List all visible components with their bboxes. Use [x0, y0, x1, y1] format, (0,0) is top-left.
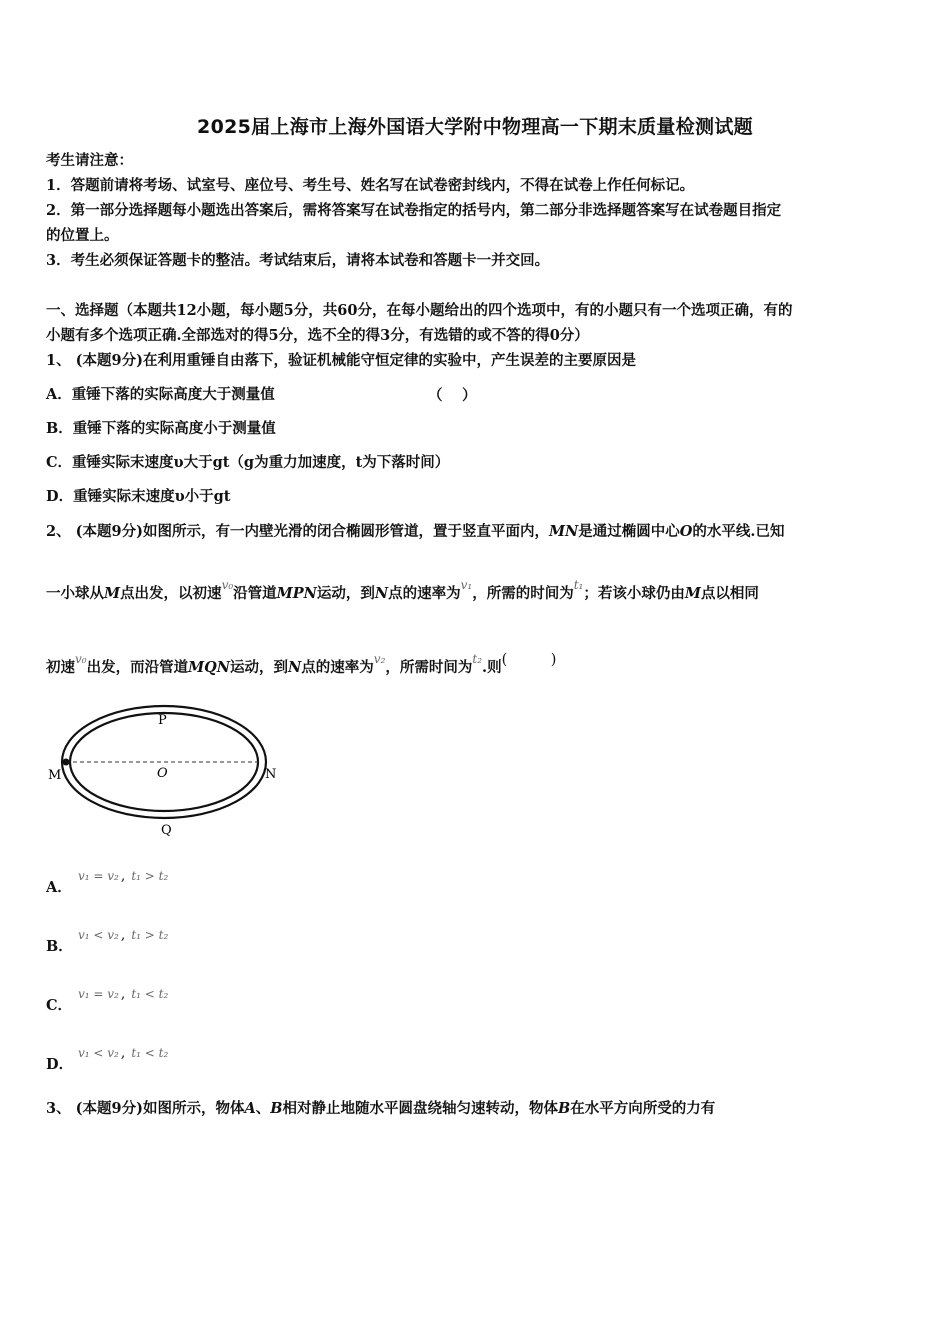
label-m: M: [48, 768, 62, 783]
q2-option-a-label: A．: [46, 879, 72, 896]
symbol-t1: t₁: [573, 578, 584, 592]
q2-option-d-formula: v₁ < v₂ , t₁ < t₂: [78, 1045, 169, 1061]
q2-line2: 一小球从M点出发，以初速$^{v_0}$沿管道MPN运动，到N点的速率为$^{v_1}$，所需的时间为$^{t_1}$；若该小球仍由M点以相同: [46, 578, 759, 602]
q2-option-b-label: B．: [46, 938, 73, 955]
q2-option-b-formula: v₁ < v₂ , t₁ > t₂: [78, 927, 169, 943]
q1-option-a: A．重锤下落的实际高度大于测量值: [46, 386, 275, 403]
symbol-v1: v₁: [460, 578, 473, 592]
notice-item-3: 3．考生必须保证答题卡的整洁。考试结束后，请将本试卷和答题卡一并交回。: [46, 252, 550, 269]
q2-option-d-label: D．: [46, 1056, 74, 1073]
section-intro-line2: 小题有多个选项正确.全部选对的得5分，选不全的得3分，有选错的或不答的得0分）: [46, 327, 589, 344]
symbol-v0: v₀: [75, 652, 87, 666]
q2-line3: 初速$^{v_0}$出发，而沿管道MQN运动，到N点的速率为$^{v_2}$，所需时间为$^{t_2}$.则( ): [46, 652, 557, 676]
ball-dot: [63, 759, 70, 766]
label-p: P: [158, 713, 167, 728]
q2-option-c-label: C．: [46, 997, 73, 1014]
label-q: Q: [161, 823, 172, 838]
page-title: 2025届上海市上海外国语大学附中物理高一下期末质量检测试题: [197, 116, 753, 138]
q1-answer-paren: （ ）: [428, 387, 477, 404]
q2-option-a-formula: v₁ = v₂ , t₁ > t₂: [78, 868, 169, 884]
notice-item-2: 2．第一部分选择题每小题选出答案后，需将答案写在试卷指定的括号内，第二部分非选择题答案写在试卷题目指定: [46, 202, 782, 219]
q1-option-c: C．重锤实际末速度υ大于gt（g为重力加速度，t为下落时间）: [46, 454, 450, 471]
label-o: O: [157, 766, 168, 781]
section-intro-line1: 一、选择题（本题共12小题，每小题5分，共60分，在每小题给出的四个选项中，有的小题只有一个选项正确，有的: [46, 302, 793, 319]
symbol-v0: v₀: [221, 578, 234, 592]
notice-item-2-cont: 的位置上。: [46, 227, 119, 244]
notice-item-1: 1．答题前请将考场、试室号、座位号、考生号、姓名写在试卷密封线内，不得在试卷上作任何标记。: [46, 177, 695, 194]
notice-heading: 考生请注意：: [46, 152, 133, 169]
q2-line1: 2、 (本题9分)如图所示，有一内壁光滑的闭合椭圆形管道，置于竖直平面内，MN是通过椭圆中心O的水平线.已知: [46, 523, 785, 540]
symbol-v2: v₂: [373, 652, 386, 666]
q1-option-b: B．重锤下落的实际高度小于测量值: [46, 420, 276, 437]
q2-option-c-formula: v₁ = v₂ , t₁ < t₂: [78, 986, 169, 1002]
symbol-t2: t₂: [472, 652, 483, 666]
q1-option-d: D．重锤实际末速度υ小于gt: [46, 488, 231, 505]
q1-stem: 1、 (本题9分)在利用重锤自由落下，验证机械能守恒定律的实验中，产生误差的主要原因是: [46, 352, 636, 369]
q3-stem: 3、 (本题9分)如图所示，物体A、B相对静止地随水平圆盘绕轴匀速转动，物体B在水平方向所受的力有: [46, 1100, 716, 1117]
ellipse-tube-figure: [40, 700, 290, 845]
label-n: N: [265, 767, 277, 782]
